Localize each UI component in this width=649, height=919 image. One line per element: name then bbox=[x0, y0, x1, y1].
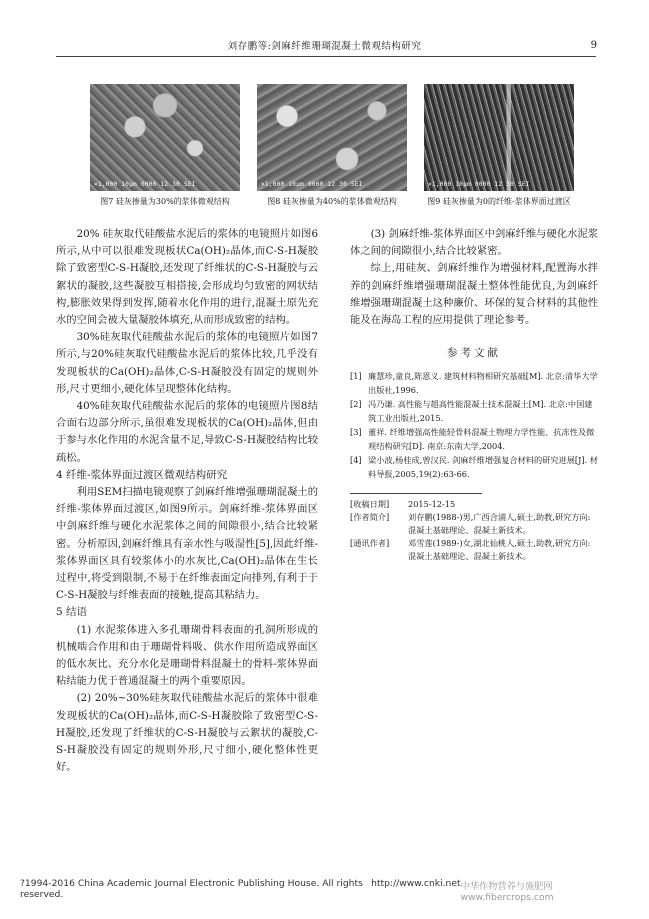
author-bio: [作者简介] 刘存鹏(1988-)男,广西合浦人,硕士,助教,研究方向:混凝土基础理论、混凝土新技术。 bbox=[350, 512, 591, 536]
left-column bbox=[56, 226, 318, 777]
references-title: 参考文献 bbox=[447, 347, 501, 360]
received-date: [收稿日期] 2015-12-15 bbox=[350, 499, 456, 510]
page-number: 9 bbox=[590, 40, 597, 51]
sem-image-figure-9 bbox=[424, 84, 574, 191]
running-title: 刘存鹏等:剑麻纤维珊瑚混凝土微观结构研究 bbox=[227, 41, 422, 52]
reference-item: [2] 冯乃谦. 高性能与超高性能混凝土技术混凝土[M]. 北京:中国建筑工业出版社,2015. bbox=[350, 399, 593, 423]
paragraph: 利用SEM扫描电镜观察了剑麻纤维增强珊瑚混凝土的纤维-浆体界面过渡区,如图9所示。剑麻纤维-浆体界面区中剑麻纤维与硬化水泥浆体之间的间隙很小,结合比较紧密。分析原因,剑麻纤维具有亲水性与吸湿性[5],因此纤维-浆体界面区具有较浆体小的水灰比,Ca(OH)₂晶体在生长过程中,将受到限制,不易于在纤维表面定向排列,有利于于C-S-H凝胶与纤维表面的接触,提高其粘结力。 bbox=[56, 486, 318, 602]
paragraph: 20% 硅灰取代硅酸盐水泥后的浆体的电镜照片如图6所示,从中可以很难发现板状Ca(OH)₂晶体,而C-S-H凝胶除了致密型C-S-H凝胶,还发现了纤维状的C-S-H凝胶与云絮状的凝胶,这些凝胶互相搭接,会形成均匀致密的网状结构,膨胀效果得到发挥,随着水化作用的进行,混凝土原先充水的空间会被大量凝胶体填充,从而形成致密的结构。 bbox=[56, 228, 318, 327]
figure-row bbox=[90, 84, 574, 219]
section-heading: 5 结语 bbox=[56, 606, 88, 619]
cnki-link[interactable]: http://www.cnki.net bbox=[371, 878, 461, 889]
copyright-notice: ?1994-2016 China Academic Journal Electronic Publishing House. All rights reserved. bbox=[20, 878, 363, 900]
reference-item: [1] 廉慧珍,童良,陈恩义. 建筑材料物相研究基础[M]. 北京:清华大学出版社,1996. bbox=[350, 371, 598, 395]
figure-7 bbox=[90, 84, 240, 207]
paragraph: (3) 剑麻纤维-浆体界面区中剑麻纤维与硬化水泥浆体之间的间隙很小,结合比较紧密。 bbox=[350, 228, 598, 258]
page-footer bbox=[20, 878, 630, 903]
figure-caption: 图8 硅灰掺量为40%的浆体微观结构 bbox=[267, 197, 397, 206]
figure-9 bbox=[424, 84, 574, 207]
watermark: 中华作物营养与施肥网 www.fibercrops.com bbox=[460, 881, 554, 903]
sem-scale-bar: ×1,000 10μm 0000 12 30 SEI bbox=[94, 181, 196, 188]
figure-8 bbox=[257, 84, 407, 207]
figure-caption: 图9 硅灰掺量为0的纤维-浆体界面过渡区 bbox=[427, 197, 571, 206]
sem-scale-bar: ×1,000 10μm 0000 12 30 SEI bbox=[428, 181, 530, 188]
corresponding-author: [通讯作者] 邓雪莲(1989-)女,湖北仙桃人,硕士,助教,研究方向:混凝土基础理论、混凝土新技术。 bbox=[350, 538, 591, 562]
paragraph: (2) 20%~30%硅灰取代硅酸盐水泥后的浆体中很难发现板状的Ca(OH)₂晶体,而C-S-H凝胶除了致密型C-S-H凝胶,还发现了纤维状的C-S-H凝胶与云絮状的凝胶,C-S-H凝胶没有固定的规则外形,尺寸细小,硬化整体性更好。 bbox=[56, 692, 318, 774]
info-rule bbox=[350, 493, 482, 494]
right-column bbox=[350, 226, 598, 563]
sem-scale-bar: ×1,000 10μm 0000 12 30 SEI bbox=[261, 181, 363, 188]
paragraph: (1) 水泥浆体进入多孔珊瑚骨料表面的孔洞所形成的机械啮合作用和由于珊瑚骨料吸、供水作用所造成界面区的低水灰比、充分水化是珊瑚骨料混凝土的骨料-浆体界面粘结能力优于普通混凝土的两个重要原因。 bbox=[56, 623, 318, 688]
header-rule bbox=[56, 56, 596, 57]
figure-caption: 图7 硅灰掺量为30%的浆体微观结构 bbox=[100, 197, 230, 206]
section-heading: 4 纤维-浆体界面过渡区微观结构研究 bbox=[56, 468, 228, 481]
paragraph: 综上,用硅灰、剑麻纤维作为增强材料,配置海水拌养的剑麻纤维增强珊瑚混凝土整体性能优良,为剑麻纤维增强珊瑚混凝土这种廉价、环保的复合材料的其他性能及在海岛工程的应用提供了理论参考。 bbox=[350, 262, 598, 327]
reference-item: [3] 董祥. 纤维增强高性能轻骨料混凝土物理力学性能、抗冻性及微观结构研究[D]. 南京:东南大学,2004. bbox=[350, 427, 595, 451]
sem-image-figure-8 bbox=[257, 84, 407, 191]
reference-item: [4] 梁小波,杨桂成,曾汉民. 剑麻纤维增强复合材料的研究进展[J]. 材料导报,2005,19(2):63-66. bbox=[350, 455, 598, 479]
paragraph: 30%硅灰取代硅酸盐水泥后的浆体的电镜照片如图7所示,与20%硅灰取代硅酸盐水泥后的浆体比较,几乎没有发现板状的Ca(OH)₂晶体,C-S-H凝胶没有固定的规则外形,尺寸更细小,硬化体呈现整体化结构。 bbox=[56, 331, 318, 395]
sem-image-figure-7 bbox=[90, 84, 240, 191]
paragraph: 40%硅灰取代硅酸盐水泥后的浆体的电镜照片图8结合面右边部分所示,虽很难发现板状的Ca(OH)₂晶体,但由于参与水化作用的水泥含量不足,导致C-S-H凝胶结构比较疏松。 bbox=[56, 400, 318, 464]
